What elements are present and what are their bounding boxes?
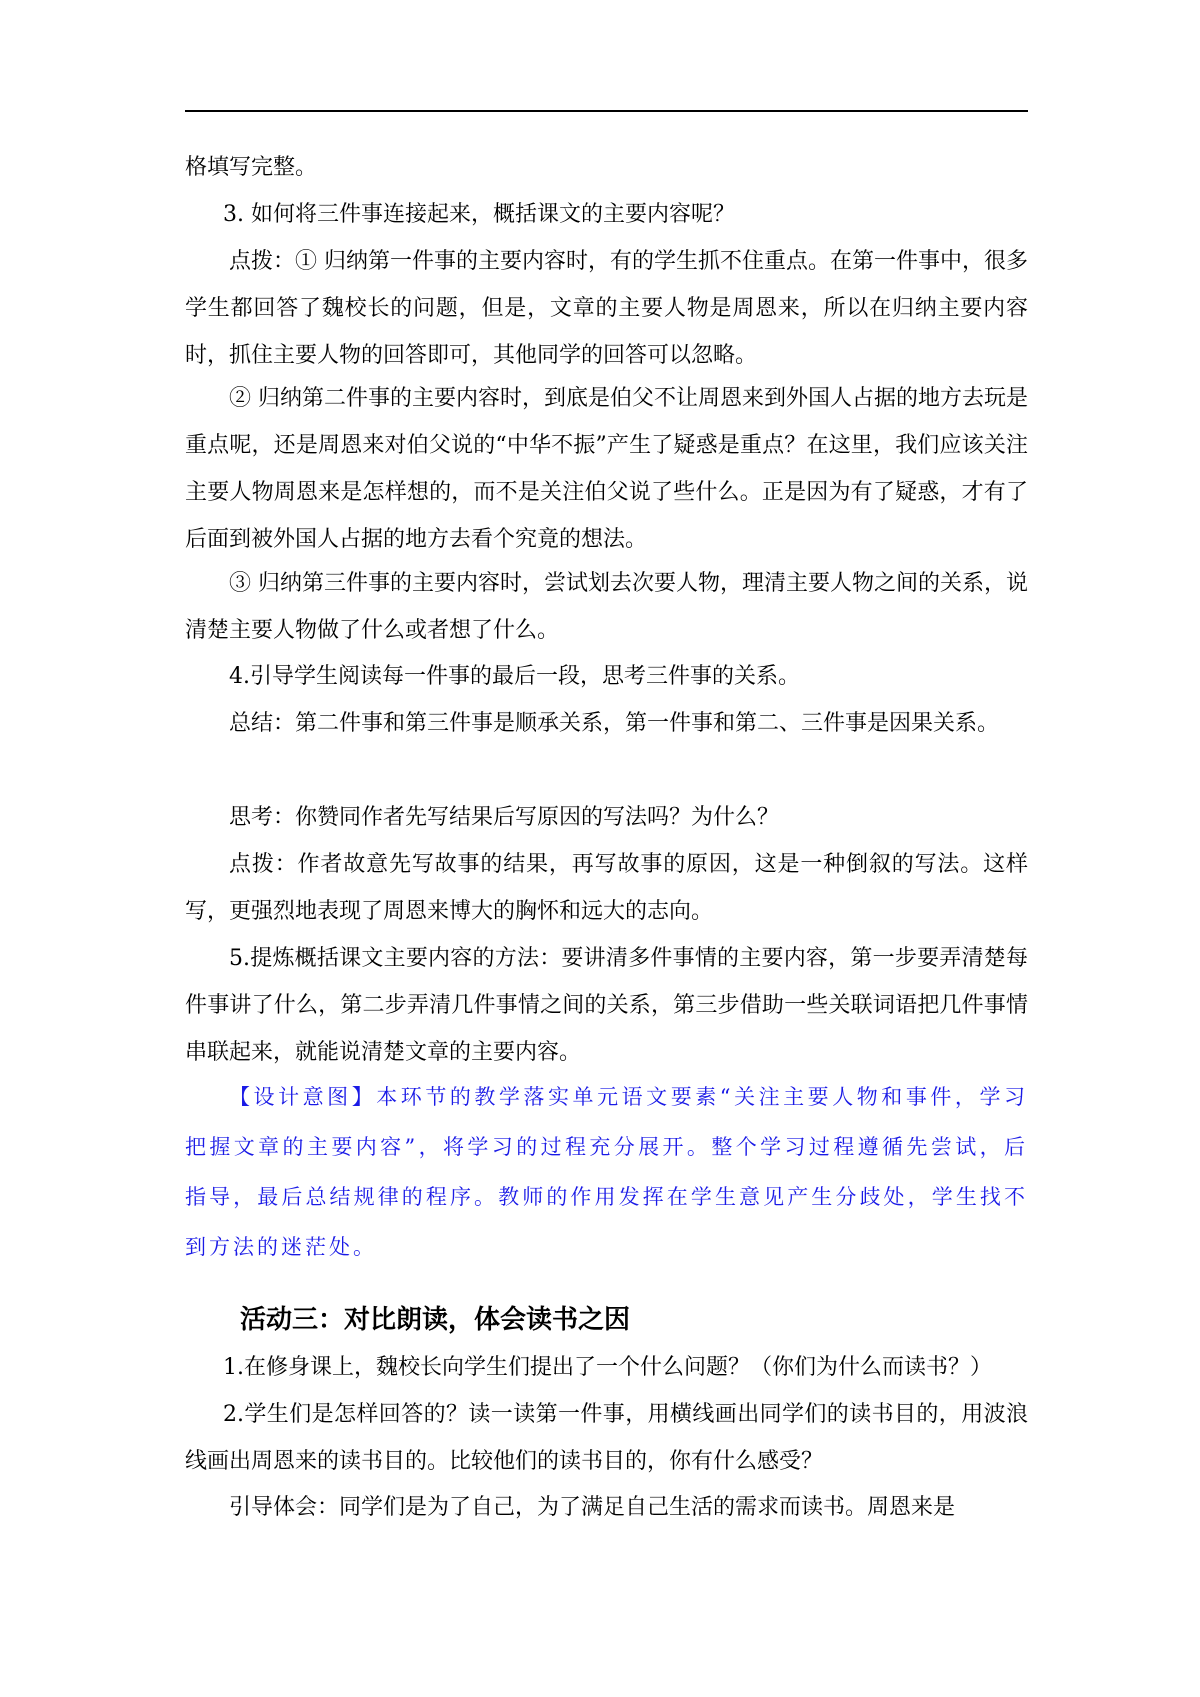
paragraph-think: 思考：你赞同作者先写结果后写原因的写法吗？为什么？: [229, 805, 780, 830]
activity-paragraph-2: 2.学生们是怎样回答的？读一读第一件事，用横线画出同学们的读书目的，用波浪线画出周恩来的读书目的。比较他们的读书目的，你有什么感受？: [185, 1402, 1028, 1474]
paragraph-hint-2: ② 归纳第二件事的主要内容时，到底是伯父不让周恩来到外国人占据的地方去玩是重点呢，还是周恩来对伯父说的“中华不振”产生了疑惑是重点？在这里，我们应该关注主要人物周恩来是怎样想的，而不是关注伯父说了些什么。正是因为有了疑惑，才有了后面到被外国人占据的地方去看个究竟的想法。: [185, 386, 1028, 552]
paragraph-step-5: 5.提炼概括课文主要内容的方法：要讲清多件事情的主要内容，第一步要弄清楚每件事讲了什么，第二步弄清几件事情之间的关系，第三步借助一些关联词语把几件事情串联起来，就能说清楚文章的主要内容。: [185, 946, 1028, 1065]
paragraph-question-3: 3. 如何将三件事连接起来，概括课文的主要内容呢？: [223, 202, 735, 227]
activity-paragraph-3: 引导体会：同学们是为了自己，为了满足自己生活的需求而读书。周恩来是: [229, 1495, 956, 1520]
paragraph-hint-3: ③ 归纳第三件事的主要内容时，尝试划去次要人物，理清主要人物之间的关系，说清楚主要人物做了什么或者想了什么。: [185, 571, 1028, 643]
design-intent-note: 【设计意图】本环节的教学落实单元语文要素“关注主要人物和事件，学习把握文章的主要内容”，将学习的过程充分展开。整个学习过程遵循先尝试，后指导，最后总结规律的程序。教师的作用发挥在学生意见产生分歧处，学生找不到方法的迷茫处。: [185, 1085, 1028, 1259]
paragraph-step-4: 4.引导学生阅读每一件事的最后一段，思考三件事的关系。: [229, 664, 800, 689]
activity-paragraph-1: 1.在修身课上，魏校长向学生们提出了一个什么问题？（你们为什么而读书？）: [223, 1355, 992, 1380]
activity-three-heading: 活动三：对比朗读，体会读书之因: [240, 1305, 631, 1335]
paragraph-summary: 总结：第二件事和第三件事是顺承关系，第一件事和第二、三件事是因果关系。: [229, 711, 1000, 736]
header-rule: [185, 110, 1028, 112]
paragraph-hint-1: 点拨：① 归纳第一件事的主要内容时，有的学生抓不住重点。在第一件事中，很多学生都回答了魏校长的问题，但是，文章的主要人物是周恩来，所以在归纳主要内容时，抓住主要人物的回答即可，其他同学的回答可以忽略。: [185, 249, 1028, 368]
paragraph-continuation: 格填写完整。: [185, 155, 318, 180]
paragraph-hint-4: 点拨：作者故意先写故事的结果，再写故事的原因，这是一种倒叙的写法。这样写，更强烈地表现了周恩来博大的胸怀和远大的志向。: [185, 852, 1028, 924]
